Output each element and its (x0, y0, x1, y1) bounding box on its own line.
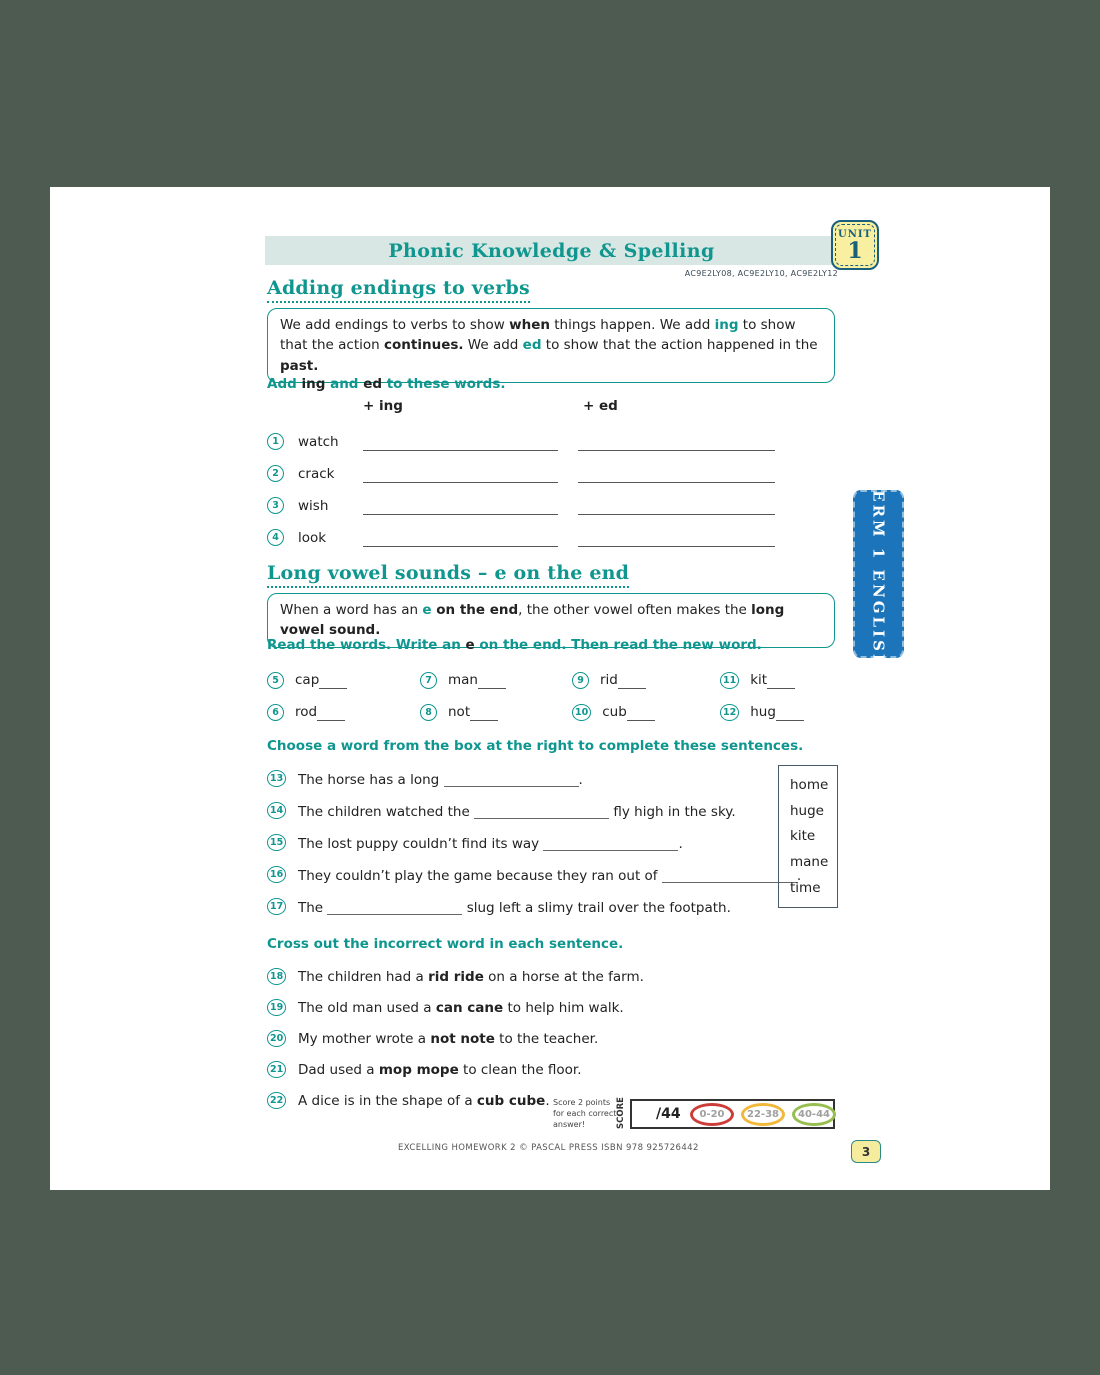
term-ribbon-label: TERM 1 ENGLISH (869, 476, 888, 672)
text-segment: Add (267, 376, 302, 392)
question-number: 19 (267, 999, 286, 1016)
verb-word: watch (298, 434, 339, 450)
answer-line-ing[interactable] (363, 450, 558, 451)
text-segment: to show that the action (280, 317, 796, 354)
vowel-item (420, 700, 572, 724)
word-box-word: mane (790, 854, 829, 871)
question-number: 3 (267, 497, 284, 514)
vowel-word: rod (295, 704, 318, 720)
verb-row (267, 524, 835, 556)
text-segment: e (422, 602, 432, 618)
column-header-ing: + ing (363, 398, 403, 414)
sentence-row (267, 995, 835, 1026)
text-segment: ing (714, 317, 739, 333)
score-box[interactable] (630, 1099, 835, 1129)
question-number: 17 (267, 898, 286, 915)
score-band-circle: 40-44 (792, 1103, 836, 1126)
footer-imprint: EXCELLING HOMEWORK 2 © PASCAL PRESS ISBN 978 925726442 (398, 1143, 699, 1153)
question-number: 7 (420, 672, 437, 689)
unit-number: 1 (847, 237, 863, 264)
rule-box-endings (267, 308, 835, 383)
text-segment: mop mope (378, 1062, 459, 1078)
sentence-text (298, 830, 835, 854)
text-segment: to clean the floor. (458, 1062, 582, 1078)
answer-blank[interactable] (776, 709, 804, 721)
question-number: 9 (572, 672, 589, 689)
vowel-word: rid (600, 672, 618, 688)
text-segment: A dice is in the shape of a (298, 1093, 477, 1109)
text-segment: and (325, 376, 364, 392)
text-segment: The children watched the (298, 804, 475, 820)
text-segment: . (545, 1093, 550, 1109)
text-segment: Read the words. Write an (267, 637, 466, 653)
answer-blank[interactable] (662, 870, 797, 883)
vowel-word: cub (602, 704, 627, 720)
question-number: 10 (572, 704, 591, 721)
text-segment: not note (430, 1031, 495, 1047)
text-segment: . (678, 836, 683, 852)
vowel-item (720, 668, 835, 692)
question-number: 14 (267, 802, 286, 819)
text-segment: The (298, 900, 328, 916)
text-segment: rid ride (428, 969, 484, 985)
unit-badge-inner (835, 224, 875, 266)
answer-line-ed[interactable] (578, 546, 775, 547)
unit-label: UNIT (838, 228, 872, 240)
answer-blank[interactable] (317, 709, 345, 721)
sentence-row (267, 964, 835, 995)
vowel-item (720, 700, 835, 724)
sentence-row (267, 1026, 835, 1057)
vowel-word: kit (750, 672, 768, 688)
question-number: 22 (267, 1092, 286, 1109)
score-label: SCORE (616, 1097, 626, 1129)
sentence-row (267, 1057, 835, 1088)
text-segment: The children had a (298, 969, 429, 985)
question-number: 11 (720, 672, 739, 689)
instruction-add-ing-ed (267, 376, 506, 392)
instruction-choose-word: Choose a word from the box at the right to complete these sentences. (267, 738, 804, 754)
sentence-row (267, 798, 835, 830)
question-number: 1 (267, 433, 284, 450)
question-number: 21 (267, 1061, 286, 1078)
text-segment: , the other vowel often makes the (518, 602, 752, 618)
page-title: Phonic Knowledge & Spelling (388, 239, 715, 262)
score-bands (690, 1103, 836, 1126)
text-segment: can cane (435, 1000, 504, 1016)
answer-blank[interactable] (478, 677, 506, 689)
score-total[interactable]: /44 (656, 1106, 681, 1122)
text-segment: They couldn’t play the game because they ran out of (298, 868, 662, 884)
verbs-table (267, 428, 835, 556)
instruction-write-e (267, 637, 762, 653)
text-segment: when (509, 317, 550, 333)
sentence-row (267, 894, 835, 926)
sentence-text (298, 862, 835, 886)
vowel-word: man (448, 672, 478, 688)
answer-blank[interactable] (470, 709, 498, 721)
answer-blank[interactable] (444, 774, 579, 787)
word-box-word: time (790, 880, 821, 897)
instruction-cross-out: Cross out the incorrect word in each sentence. (267, 936, 624, 952)
text-segment: The horse has a long (298, 772, 444, 788)
sentence-text (298, 995, 835, 1018)
page-number-badge: 3 (851, 1140, 881, 1163)
text-segment: When a word has an (280, 602, 423, 618)
answer-line-ing[interactable] (363, 482, 558, 483)
text-segment: continues. (384, 337, 464, 354)
vowel-word: not (448, 704, 471, 720)
question-number: 13 (267, 770, 286, 787)
sentence-text (298, 1026, 835, 1049)
answer-line-ed[interactable] (578, 450, 775, 451)
unit-badge (831, 220, 879, 270)
text-segment: We add (463, 337, 523, 354)
word-box-word: home (790, 776, 829, 793)
answer-blank[interactable] (618, 677, 646, 689)
text-segment: ing (301, 376, 326, 392)
question-number: 15 (267, 834, 286, 851)
verb-word: look (298, 530, 327, 546)
sentence-text (298, 798, 835, 822)
text-segment: past. (280, 357, 319, 374)
verb-row (267, 460, 835, 492)
vowel-item (572, 668, 720, 692)
score-band-circle: 0-20 (690, 1103, 734, 1126)
word-box-word: huge (790, 802, 824, 819)
question-number: 8 (420, 704, 437, 721)
answer-line-ed[interactable] (578, 482, 775, 483)
sentence-text (298, 1057, 835, 1080)
question-number: 20 (267, 1030, 286, 1047)
sentence-text (298, 964, 835, 987)
column-header-ed: + ed (583, 398, 618, 414)
text-segment: The old man used a (298, 1000, 436, 1016)
question-number: 16 (267, 866, 286, 883)
text-segment: on the end. Then read the new word. (474, 637, 762, 653)
verb-word: crack (298, 466, 335, 482)
term-ribbon (853, 476, 904, 672)
sentence-row (267, 830, 835, 862)
text-segment: ed (363, 376, 383, 392)
question-number: 4 (267, 529, 284, 546)
verb-row (267, 428, 835, 460)
sentence-list-crossout (267, 964, 835, 1119)
answer-blank[interactable] (627, 709, 655, 721)
sentence-text (298, 894, 835, 918)
verb-row (267, 492, 835, 524)
text-segment: ed (522, 337, 542, 354)
verb-word: wish (298, 498, 329, 514)
vowel-word: hug (750, 704, 776, 720)
text-segment: to the teacher. (494, 1031, 599, 1047)
header-bar (265, 236, 838, 265)
answer-line-ing[interactable] (363, 514, 558, 515)
answer-line-ing[interactable] (363, 546, 558, 547)
vowel-item (267, 668, 420, 692)
answer-line-ed[interactable] (578, 514, 775, 515)
text-segment: . (578, 772, 583, 788)
text-segment: e (465, 637, 475, 653)
vowel-word: cap (295, 672, 320, 688)
text-segment: on a horse at the farm. (483, 969, 644, 985)
text-segment: to these words. (382, 376, 506, 392)
answer-blank[interactable] (319, 677, 347, 689)
answer-blank[interactable] (767, 677, 795, 689)
question-number: 5 (267, 672, 284, 689)
text-segment: on the end (431, 602, 519, 618)
answer-blank[interactable] (474, 806, 609, 819)
word-box (778, 765, 838, 908)
text-segment: The lost puppy couldn’t find its way (298, 836, 544, 852)
vowel-item (267, 700, 420, 724)
text-segment: Dad used a (298, 1062, 379, 1078)
answer-blank[interactable] (543, 838, 678, 851)
word-box-word: kite (790, 828, 816, 845)
question-number: 12 (720, 704, 739, 721)
text-segment: cub cube (476, 1093, 546, 1109)
text-segment: We add endings to verbs to show (280, 317, 510, 333)
text-segment: My mother wrote a (298, 1031, 431, 1047)
question-number: 2 (267, 465, 284, 482)
vowel-item (420, 668, 572, 692)
worksheet-page (50, 187, 1050, 1190)
text-segment: slug left a slimy trail over the footpath. (462, 900, 731, 916)
text-segment: to help him walk. (503, 1000, 624, 1016)
question-number: 6 (267, 704, 284, 721)
sentence-row (267, 766, 835, 798)
answer-blank[interactable] (327, 902, 462, 915)
sentence-row (267, 862, 835, 897)
score-band-circle: 22-38 (741, 1103, 785, 1126)
section-heading-adding-endings: Adding endings to verbs (267, 277, 530, 303)
text-segment: . (796, 868, 802, 884)
text-segment: fly high in the sky. (609, 804, 736, 820)
score-note: Score 2 points for each correct answer! (553, 1098, 617, 1129)
sentence-list-fill (267, 766, 835, 926)
text-segment: long vowel sound. (280, 602, 785, 639)
vowel-items-grid (267, 668, 835, 724)
vowel-item (572, 700, 720, 724)
section-heading-long-vowels: Long vowel sounds – e on the end (267, 562, 629, 588)
text-segment: things happen. We add (549, 317, 715, 333)
text-segment: to show that the action happened in the (541, 337, 818, 354)
sentence-text (298, 766, 835, 790)
question-number: 18 (267, 968, 286, 985)
curriculum-codes: AC9E2LY08, AC9E2LY10, AC9E2LY12 (684, 269, 838, 278)
